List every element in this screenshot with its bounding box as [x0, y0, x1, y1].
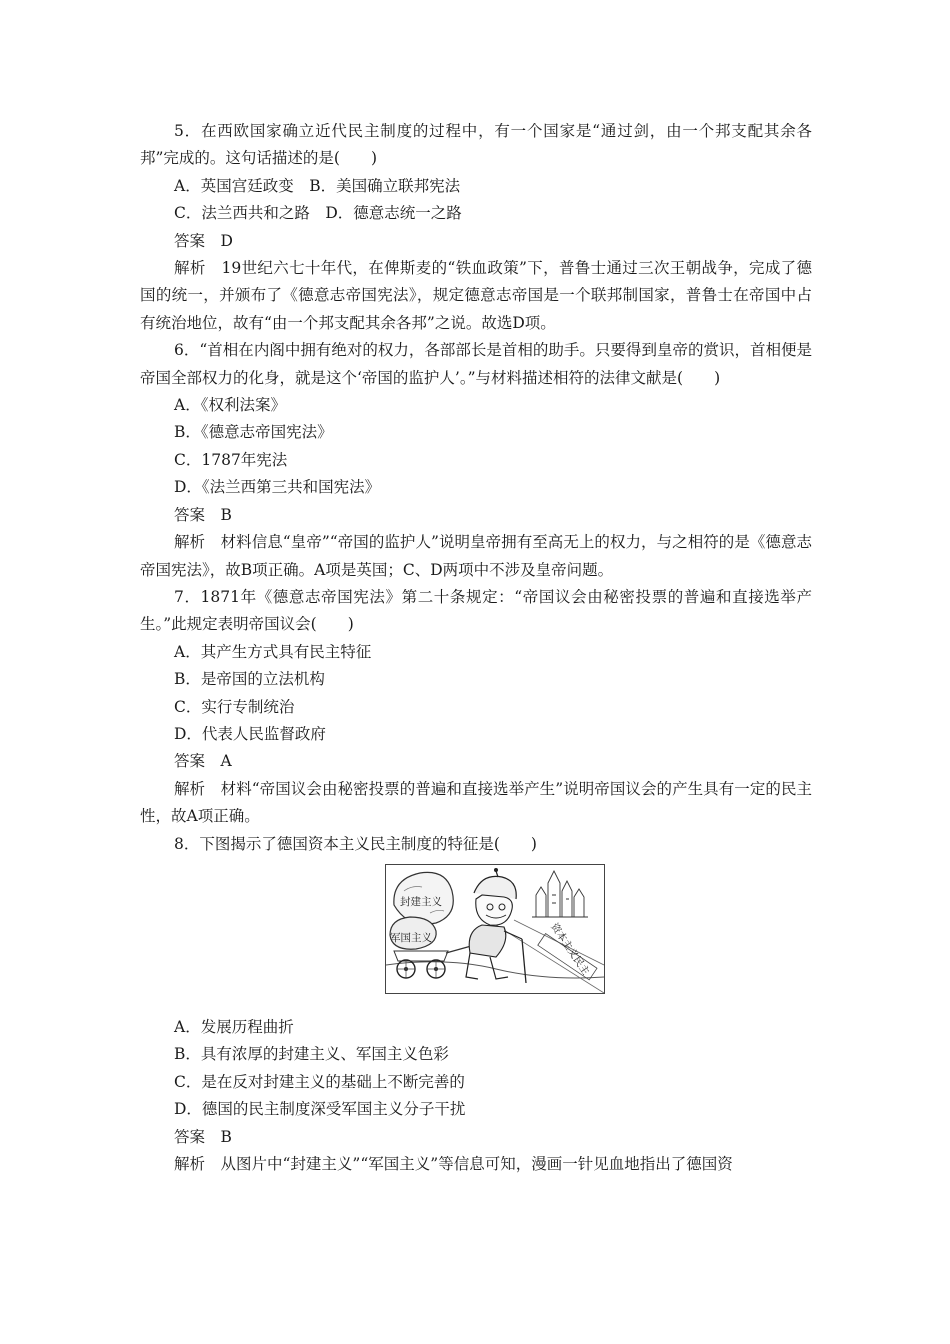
option: B．是帝国的立法机构 — [174, 670, 325, 689]
question-stem: 5．在西欧国家确立近代民主制度的过程中，有一个国家是“通过剑，由一个邦支配其余各邦”完成的。这句话描述的是( ) — [140, 122, 812, 168]
answer: 答案 A — [174, 752, 232, 771]
option: A．其产生方式具有民主特征 — [174, 642, 372, 661]
option: A．发展历程曲折 — [174, 1017, 294, 1036]
option: D．《法兰西第三共和国宪法》 — [174, 478, 381, 497]
cartoon-label-feudalism: 封建主义 — [400, 895, 442, 908]
cartoon-label-militarism: 军国主义 — [390, 931, 432, 944]
option: C．1787年宪法 — [174, 450, 288, 469]
question-stem: 8．下图揭示了德国资本主义民主制度的特征是( ) — [174, 834, 537, 853]
option-row: A．英国宫廷政变 B．美国确立联邦宪法 — [174, 176, 461, 195]
cartoon-image — [385, 864, 605, 994]
question-list — [140, 118, 812, 1178]
analysis: 解析 材料信息“皇帝”“帝国的监护人”说明皇帝拥有至高无上的权力，与之相符的是《德意志帝国宪法》，故B项正确。A项是英国；C、D两项中不涉及皇帝问题。 — [140, 533, 812, 579]
answer: 答案 B — [174, 505, 232, 524]
option: B．具有浓厚的封建主义、军国主义色彩 — [174, 1045, 449, 1064]
question-7 — [140, 584, 812, 831]
option: B．《德意志帝国宪法》 — [174, 423, 333, 442]
cartoon-label-capitalist-democracy: 资本主义民主 — [548, 921, 591, 978]
question-8 — [140, 831, 812, 1179]
cartoon-figure — [140, 864, 812, 1000]
option: A．《权利法案》 — [174, 396, 286, 415]
option: D．德国的民主制度深受军国主义分子干扰 — [174, 1100, 466, 1119]
analysis: 解析 从图片中“封建主义”“军国主义”等信息可知，漫画一针见血地指出了德国资 — [174, 1155, 733, 1173]
question-stem: 7．1871年《德意志帝国宪法》第二十条规定：“帝国议会由秘密投票的普遍和直接选举产生。”此规定表明帝国议会( ) — [140, 587, 812, 634]
option: C．是在反对封建主义的基础上不断完善的 — [174, 1072, 465, 1091]
answer: 答案 D — [174, 231, 233, 250]
option: D．代表人民监督政府 — [174, 724, 326, 743]
option-row: C．法兰西共和之路 D．德意志统一之路 — [174, 204, 462, 223]
question-5 — [140, 118, 812, 337]
question-6 — [140, 337, 812, 584]
question-stem: 6．“首相在内阁中拥有绝对的权力，各部部长是首相的助手。只要得到皇帝的赏识，首相便是帝国全部权力的化身，就是这个‘帝国的监护人’。”与材料描述相符的法律文献是( ) — [140, 341, 812, 387]
analysis: 解析 19世纪六七十年代，在俾斯麦的“铁血政策”下，普鲁士通过三次王朝战争，完成了德国的统一，并颁布了《德意志帝国宪法》，规定德意志帝国是一个联邦制国家，普鲁士在帝国中占有统治地位，故有“由一个邦支配其余各邦”之说。故选D项。 — [140, 259, 812, 332]
answer: 答案 B — [174, 1127, 232, 1146]
analysis: 解析 材料“帝国议会由秘密投票的普遍和直接选举产生”说明帝国议会的产生具有一定的民主性，故A项正确。 — [140, 779, 812, 826]
option: C．实行专制统治 — [174, 697, 295, 716]
